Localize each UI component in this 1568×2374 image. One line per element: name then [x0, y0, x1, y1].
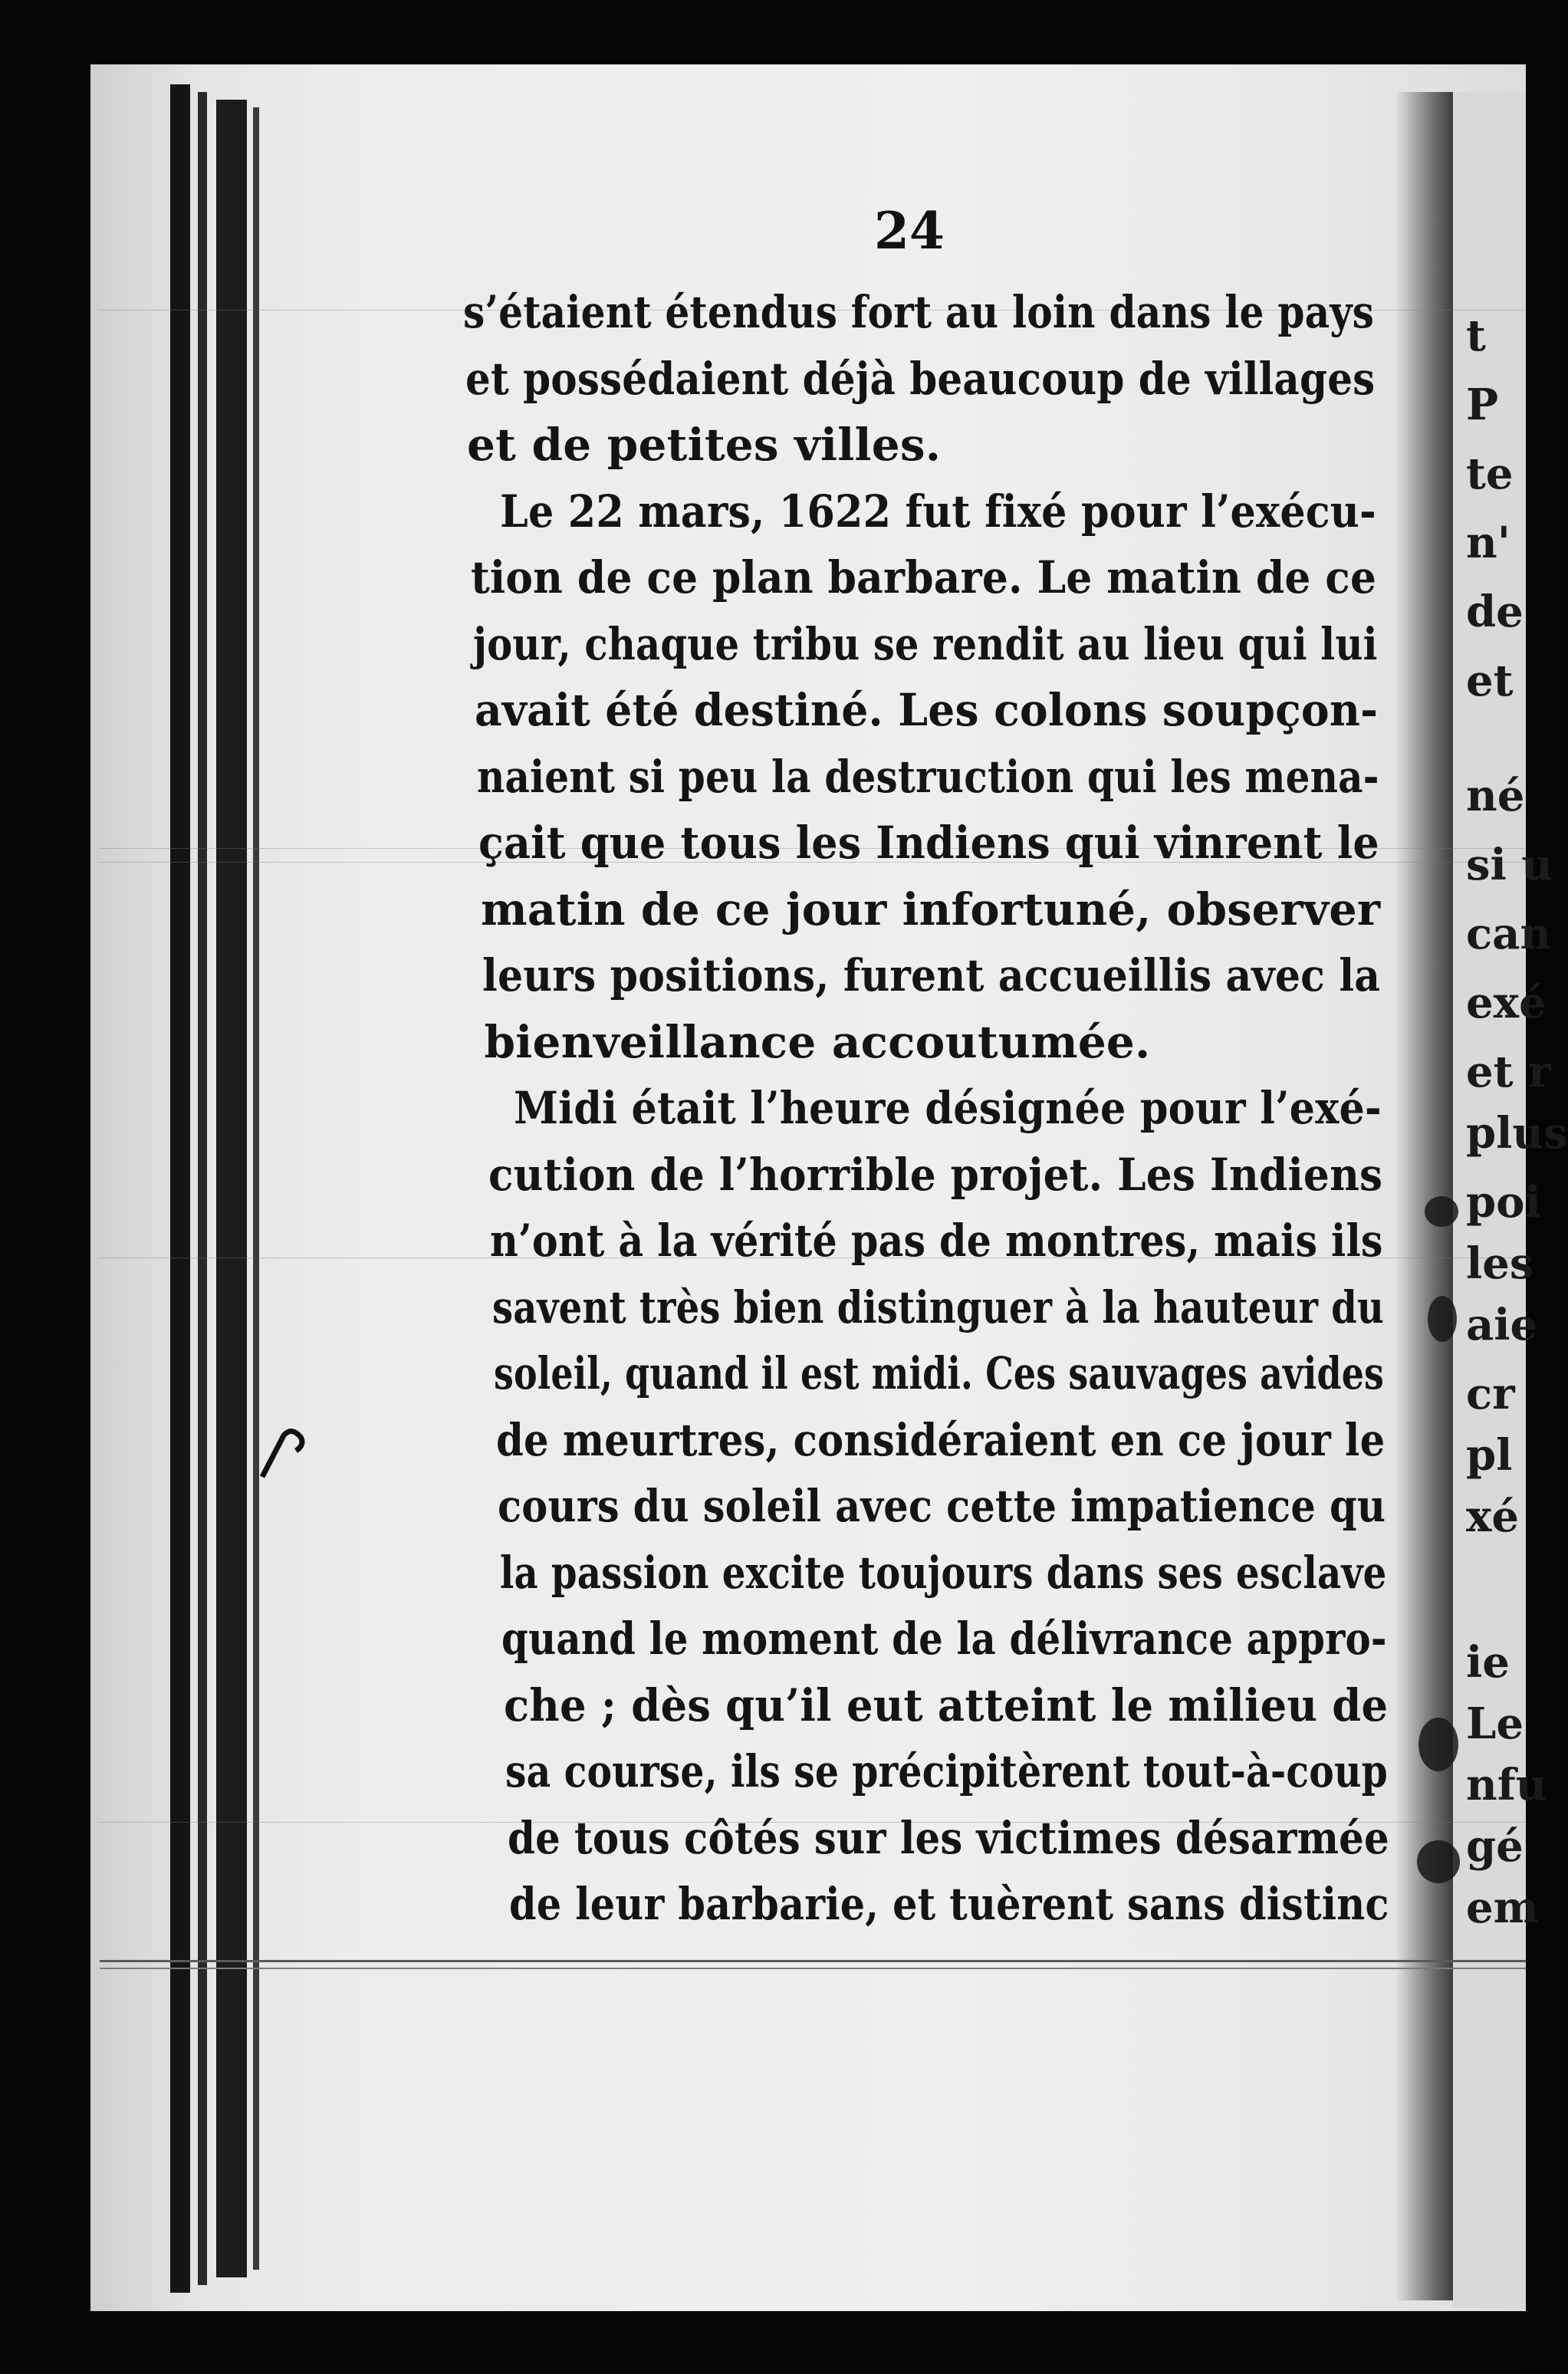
horizontal-rule [100, 1968, 1526, 1969]
ink-blot [1418, 1718, 1458, 1771]
text-line: et de petites villes. [467, 419, 942, 471]
next-page-fragment: cr [1466, 1369, 1515, 1419]
page-number: 24 [874, 201, 945, 261]
text-line: che ; dès qu’il eut atteint le milieu de [503, 1679, 1388, 1731]
next-page-fragment: te [1466, 449, 1514, 499]
next-page-fragment: les [1466, 1238, 1534, 1289]
next-page-fragment: t [1466, 311, 1486, 361]
next-page-fragment: Le [1466, 1698, 1524, 1749]
page-edge-shadow [1395, 92, 1457, 2300]
text-line: la passion excite toujours dans ses esclave [499, 1546, 1386, 1599]
next-page-fragment: P [1466, 380, 1499, 430]
next-page-fragment: si u [1466, 840, 1553, 890]
text-line: soleil, quand il est midi. Ces sauvages avides [494, 1347, 1385, 1399]
text-line: naient si peu la destruction qui les mena- [476, 750, 1379, 803]
text-line: bienveillance accoutumée. [484, 1015, 1151, 1068]
ink-blot [1425, 1196, 1458, 1227]
text-line: de leur barbarie, et tuèrent sans distinc [509, 1878, 1389, 1930]
text-line: de tous côtés sur les victimes désarmée [507, 1811, 1389, 1864]
text-line: leurs positions, furent accueillis avec la [482, 949, 1381, 1001]
next-page-fragment: et [1466, 656, 1514, 706]
text-line: et possédaient déjà beaucoup de villages [465, 352, 1375, 405]
next-page-fragment: et r [1466, 1047, 1551, 1097]
text-line: de meurtres, considéraient en ce jour le [495, 1413, 1385, 1466]
text-line: cours du soleil avec cette impatience qu [498, 1480, 1386, 1532]
text-line: n’ont à la vérité pas de montres, mais ils [490, 1215, 1383, 1267]
text-line: avait été destiné. Les colons soupçon- [475, 684, 1379, 736]
text-line: s’étaient étendus fort au loin dans le pays [463, 286, 1375, 338]
text-line: quand le moment de la délivrance appro- [501, 1613, 1387, 1665]
next-page-fragment: xé [1466, 1491, 1520, 1542]
text-line: çait que tous les Indiens qui vinrent le [478, 817, 1379, 869]
next-page-fragment: n' [1466, 518, 1510, 568]
next-page-fragment: plus [1466, 1108, 1568, 1159]
ink-blot [1428, 1296, 1457, 1342]
next-page-fragment: de [1466, 587, 1524, 637]
next-page-fragment: aie [1466, 1300, 1538, 1350]
next-page-fragment: nfu [1466, 1760, 1547, 1810]
text-line: tion de ce plan barbare. Le matin de ce [471, 551, 1377, 603]
ink-blot [1417, 1840, 1460, 1883]
text-line: savent très bien distinguer à la hauteur du [491, 1281, 1384, 1333]
next-page-fragment: ie [1466, 1637, 1510, 1688]
next-page-fragment: né [1466, 771, 1525, 821]
next-page-fragment: can [1466, 909, 1552, 959]
text-line: Le 22 mars, 1622 fut fixé pour l’exécu- [499, 485, 1376, 538]
horizontal-rule [100, 1960, 1526, 1962]
next-page-fragment: pl [1466, 1430, 1513, 1481]
text-line: jour, chaque tribu se rendit au lieu qui lui [472, 617, 1378, 670]
binding-gutter [198, 92, 207, 2285]
text-line: cution de l’horrible projet. Les Indiens [488, 1148, 1382, 1201]
next-page-fragment: em [1466, 1882, 1539, 1933]
text-line: matin de ce jour infortuné, observer [480, 883, 1380, 935]
next-page-fragment: poi [1466, 1177, 1541, 1228]
binding-gutter [216, 100, 247, 2277]
next-page-fragment: exé [1466, 978, 1547, 1028]
text-line: sa course, ils se précipitèrent tout-à-coup [505, 1745, 1388, 1797]
binding-gutter [253, 107, 259, 2270]
next-page-fragment: gé [1466, 1821, 1524, 1872]
bookmark-hook-icon [258, 1428, 311, 1481]
text-line: Midi était l’heure désignée pour l’exé- [514, 1082, 1382, 1134]
